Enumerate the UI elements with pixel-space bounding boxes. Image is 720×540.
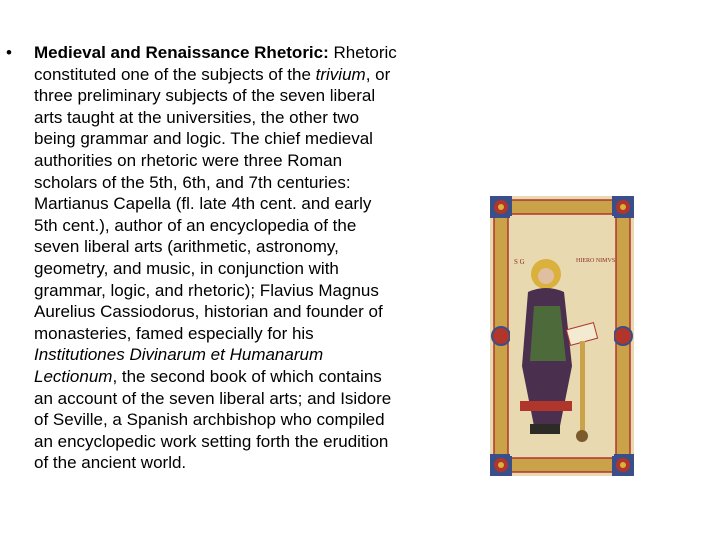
italic-term: trivium	[315, 64, 366, 84]
text-line	[34, 323, 474, 345]
text-line	[34, 128, 474, 150]
text-line	[34, 107, 474, 129]
text-line	[34, 258, 474, 280]
text-line	[34, 150, 474, 172]
text-segment: Aurelius Cassiodorus, historian and founder of	[34, 302, 383, 322]
italic-term: Institutiones Divinarum et Humanarum	[34, 345, 324, 365]
text-segment: an account of the seven liberal arts; and Isidore	[34, 388, 392, 408]
text-segment: 5th cent.), author of an encyclopedia of the	[34, 215, 357, 235]
corner-rosette-icon	[490, 454, 512, 476]
text-segment: geometry, and music, in conjunction with	[34, 258, 339, 278]
text-line	[34, 172, 474, 194]
corner-rosette-icon	[612, 454, 634, 476]
text-line	[34, 193, 474, 215]
text-segment: an encyclopedic work setting forth the erudition	[34, 431, 389, 451]
text-line	[34, 344, 474, 366]
text-line	[34, 85, 474, 107]
text-segment: , or	[365, 64, 391, 84]
text-line	[34, 42, 474, 64]
text-segment: arts taught at the universities, the other two	[34, 107, 360, 127]
text-segment: of the ancient world.	[34, 453, 187, 473]
text-line	[34, 280, 474, 302]
text-line	[34, 388, 474, 410]
side-boss-icon	[614, 327, 632, 345]
side-boss-icon	[492, 327, 510, 345]
text-segment: monasteries, famed especially for his	[34, 323, 314, 343]
text-line	[34, 236, 474, 258]
text-segment: constituted one of the subjects of the	[34, 64, 316, 84]
corner-rosette-icon	[490, 196, 512, 218]
text-line	[34, 366, 474, 388]
text-line	[34, 431, 474, 453]
text-segment: three preliminary subjects of the seven liberal	[34, 86, 376, 106]
text-segment: of Seville, a Spanish archbishop who compiled	[34, 410, 385, 430]
text-segment: seven liberal arts (arithmetic, astronomy,	[34, 237, 339, 257]
inscription-left: S G	[514, 258, 525, 266]
text-line	[34, 64, 474, 86]
text-segment: Martianus Capella (fl. late 4th cent. and early	[34, 194, 372, 214]
text-segment: grammar, logic, and rhetoric); Flavius Magnus	[34, 280, 379, 300]
text-line	[34, 452, 474, 474]
section-heading: Medieval and Renaissance Rhetoric:	[34, 43, 329, 62]
body-text	[34, 42, 474, 474]
text-line	[34, 409, 474, 431]
inscription-right: HIERO NIMVS	[576, 258, 616, 264]
text-segment: , the second book of which contains	[112, 366, 382, 386]
text-segment: authorities on rhetoric were three Roman	[34, 150, 343, 170]
text-segment: Rhetoric	[328, 43, 397, 62]
corner-rosette-icon	[612, 196, 634, 218]
manuscript-illumination	[490, 196, 634, 476]
bullet-marker: •	[6, 43, 12, 62]
text-segment: being grammar and logic. The chief medieval	[34, 129, 373, 149]
text-line	[34, 301, 474, 323]
italic-term: Lectionum	[34, 366, 113, 386]
text-line	[34, 215, 474, 237]
text-segment: scholars of the 5th, 6th, and 7th centuries:	[34, 172, 351, 192]
